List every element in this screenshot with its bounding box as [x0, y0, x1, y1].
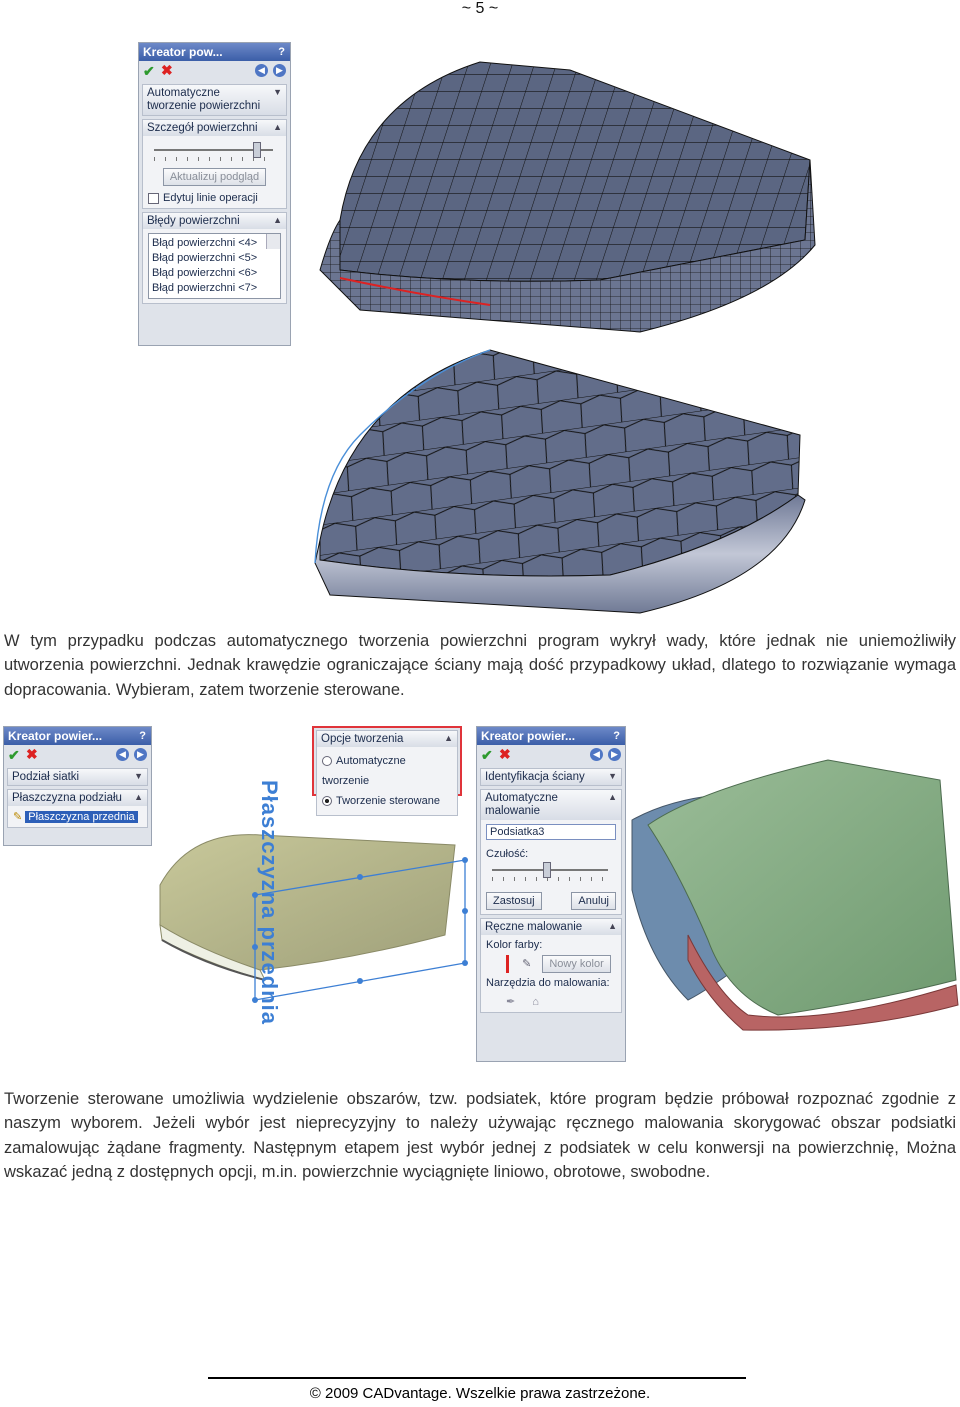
chevron-down-icon: ▼: [134, 771, 143, 781]
help-icon[interactable]: ?: [139, 730, 148, 742]
surface-wizard-panel: [138, 42, 291, 346]
ok-check-icon[interactable]: ✔: [8, 747, 20, 763]
next-arrow-icon[interactable]: ▶: [134, 748, 147, 761]
scrollbar[interactable]: [266, 234, 280, 249]
footer-copyright: © 2009 CADvantage. Wszelkie prawa zastrzeżone.: [309, 1385, 651, 1402]
plane-label: Płaszczyzna przednia: [257, 780, 282, 1025]
sensitivity-slider[interactable]: [486, 860, 616, 884]
split-plane-field[interactable]: Płaszczyzna przednia: [25, 811, 137, 823]
color-swatch[interactable]: [506, 955, 509, 973]
group-header[interactable]: [481, 919, 621, 935]
group-header[interactable]: [143, 85, 286, 115]
list-item[interactable]: Błąd powierzchni <7>: [152, 282, 258, 294]
radio-auto[interactable]: [322, 756, 332, 766]
chevron-down-icon: ▼: [273, 87, 282, 97]
group-header[interactable]: [8, 790, 147, 806]
group-label: Opcje tworzenia: [321, 733, 404, 745]
edit-lines-option[interactable]: [148, 192, 281, 204]
panel-title-bar: [477, 727, 625, 745]
group-header[interactable]: [481, 790, 621, 820]
group-header[interactable]: [8, 769, 147, 785]
back-arrow-icon[interactable]: ◀: [255, 64, 268, 77]
brush-icon[interactable]: ✒: [506, 996, 516, 1009]
panel-title-bar: [4, 727, 151, 745]
chevron-up-icon: ▲: [273, 122, 282, 132]
panel-title: Kreator powier...: [481, 729, 576, 743]
errors-list[interactable]: [148, 233, 281, 299]
group-auto-surface[interactable]: [142, 84, 287, 116]
group-header[interactable]: [143, 213, 286, 229]
group-surface-errors: [142, 212, 287, 304]
fill-icon[interactable]: ⌂: [532, 996, 539, 1009]
paint-tools-label: Narzędzia do malowania:: [486, 977, 610, 990]
plane-select-icon: ✎: [13, 811, 23, 823]
group-auto-paint: [480, 789, 622, 915]
back-arrow-icon[interactable]: ◀: [116, 748, 129, 761]
checkbox-label: Edytuj linie operacji: [163, 192, 258, 204]
group-mesh-split[interactable]: [7, 768, 148, 786]
mesh-model-top: [300, 40, 820, 340]
group-face-identification[interactable]: [480, 768, 622, 786]
group-label: Podział siatki: [12, 771, 80, 783]
split-plane-model: [150, 775, 480, 1020]
next-arrow-icon[interactable]: ▶: [273, 64, 286, 77]
cancel-button[interactable]: Anuluj: [571, 892, 616, 910]
ok-check-icon[interactable]: ✔: [143, 63, 155, 79]
group-label: Płaszczyzna podziału: [12, 792, 122, 804]
group-label: Automatyczne malowanie: [485, 792, 558, 817]
update-preview-button[interactable]: Aktualizuj podgląd: [163, 168, 266, 186]
slider-knob[interactable]: [253, 142, 261, 158]
panel-toolbar: [4, 745, 151, 765]
group-label: Szczegół powierzchni: [147, 122, 258, 134]
cancel-x-icon[interactable]: ✖: [499, 746, 511, 762]
panel-title: Kreator pow...: [143, 45, 223, 59]
group-header[interactable]: [143, 120, 286, 136]
eyedropper-icon[interactable]: ✎: [522, 958, 532, 970]
chevron-up-icon: ▲: [134, 792, 143, 802]
new-color-button[interactable]: Nowy kolor: [542, 955, 610, 973]
chevron-up-icon: ▲: [273, 215, 282, 225]
help-icon[interactable]: ?: [613, 730, 622, 742]
chevron-up-icon: ▲: [444, 733, 453, 743]
chevron-up-icon: ▲: [608, 792, 617, 802]
detail-slider[interactable]: [148, 140, 281, 164]
list-item[interactable]: Błąd powierzchni <4>: [152, 237, 258, 249]
ok-check-icon[interactable]: ✔: [481, 747, 493, 763]
group-label: Automatyczne tworzenie powierzchni: [147, 87, 261, 112]
slider-knob[interactable]: [543, 862, 551, 878]
paragraph-1: W tym przypadku podczas automatycznego tworzenia powierzchni program wykrył wady, które jednak nie uniemożliwiły utworzenia powierzchni. Jednak krawędzie ograniczające ściany mają dość przypadkowy układ, dlatego to rozwiązanie wymaga dopracowania. Wybieram, zatem tworzenie sterowane.: [4, 632, 956, 699]
cancel-x-icon[interactable]: ✖: [26, 746, 38, 762]
group-label: Identyfikacja ściany: [485, 771, 585, 783]
group-header[interactable]: [481, 769, 621, 785]
option-label: Automatyczne tworzenie: [322, 755, 406, 787]
submesh-field[interactable]: Podsiatka3: [486, 824, 616, 840]
edit-lines-checkbox[interactable]: [148, 193, 159, 204]
list-item[interactable]: Błąd powierzchni <6>: [152, 267, 258, 279]
panel-title: Kreator powier...: [8, 729, 103, 743]
chevron-down-icon: ▼: [608, 771, 617, 781]
back-arrow-icon[interactable]: ◀: [590, 748, 603, 761]
cancel-x-icon[interactable]: ✖: [161, 62, 173, 78]
group-manual-paint: [480, 918, 622, 1013]
next-arrow-icon[interactable]: ▶: [608, 748, 621, 761]
mesh-top-face: [340, 62, 810, 281]
face-identification-panel: [476, 726, 626, 1062]
panel-toolbar: [477, 745, 625, 765]
group-header[interactable]: [317, 731, 457, 747]
sensitivity-label: Czułość:: [486, 848, 529, 860]
panel-toolbar: [139, 61, 290, 81]
painted-model: [628, 760, 960, 1035]
footer-divider: [208, 1377, 746, 1379]
chevron-up-icon: ▲: [608, 921, 617, 931]
group-surface-detail: [142, 119, 287, 209]
paint-color-label: Kolor farby:: [486, 939, 543, 951]
option-label: Tworzenie sterowane: [336, 795, 440, 807]
mesh-model-bottom: [310, 345, 810, 617]
mesh-split-panel: [3, 726, 152, 846]
apply-button[interactable]: Zastosuj: [486, 892, 542, 910]
panel-title-bar: [139, 43, 290, 61]
group-label: Błędy powierzchni: [147, 215, 240, 227]
page-number: ~ 5 ~: [461, 0, 499, 17]
list-item[interactable]: Błąd powierzchni <5>: [152, 252, 258, 264]
group-split-plane: [7, 789, 148, 828]
group-label: Ręczne malowanie: [485, 921, 583, 933]
help-icon[interactable]: ?: [278, 46, 287, 58]
paragraph-2: Tworzenie sterowane umożliwia wydzielenie obszarów, tzw. podsiatek, które program będzie próbował rozpoznać zgodnie z naszym wyborem. Jeżeli wybór jest nieprecyzyjny to należy używając ręcznego malowania skorygować obszar podsiatki zamalowując żądane fragmenty. Następnym etapem jest wybór jednej z podsiatek w celu konwersji na powierzchnię, Można wskazać jedną z dostępnych opcji, m.in. powierzchnie wyciągnięte liniowo, obrotowe, swobodne.: [4, 1090, 956, 1182]
